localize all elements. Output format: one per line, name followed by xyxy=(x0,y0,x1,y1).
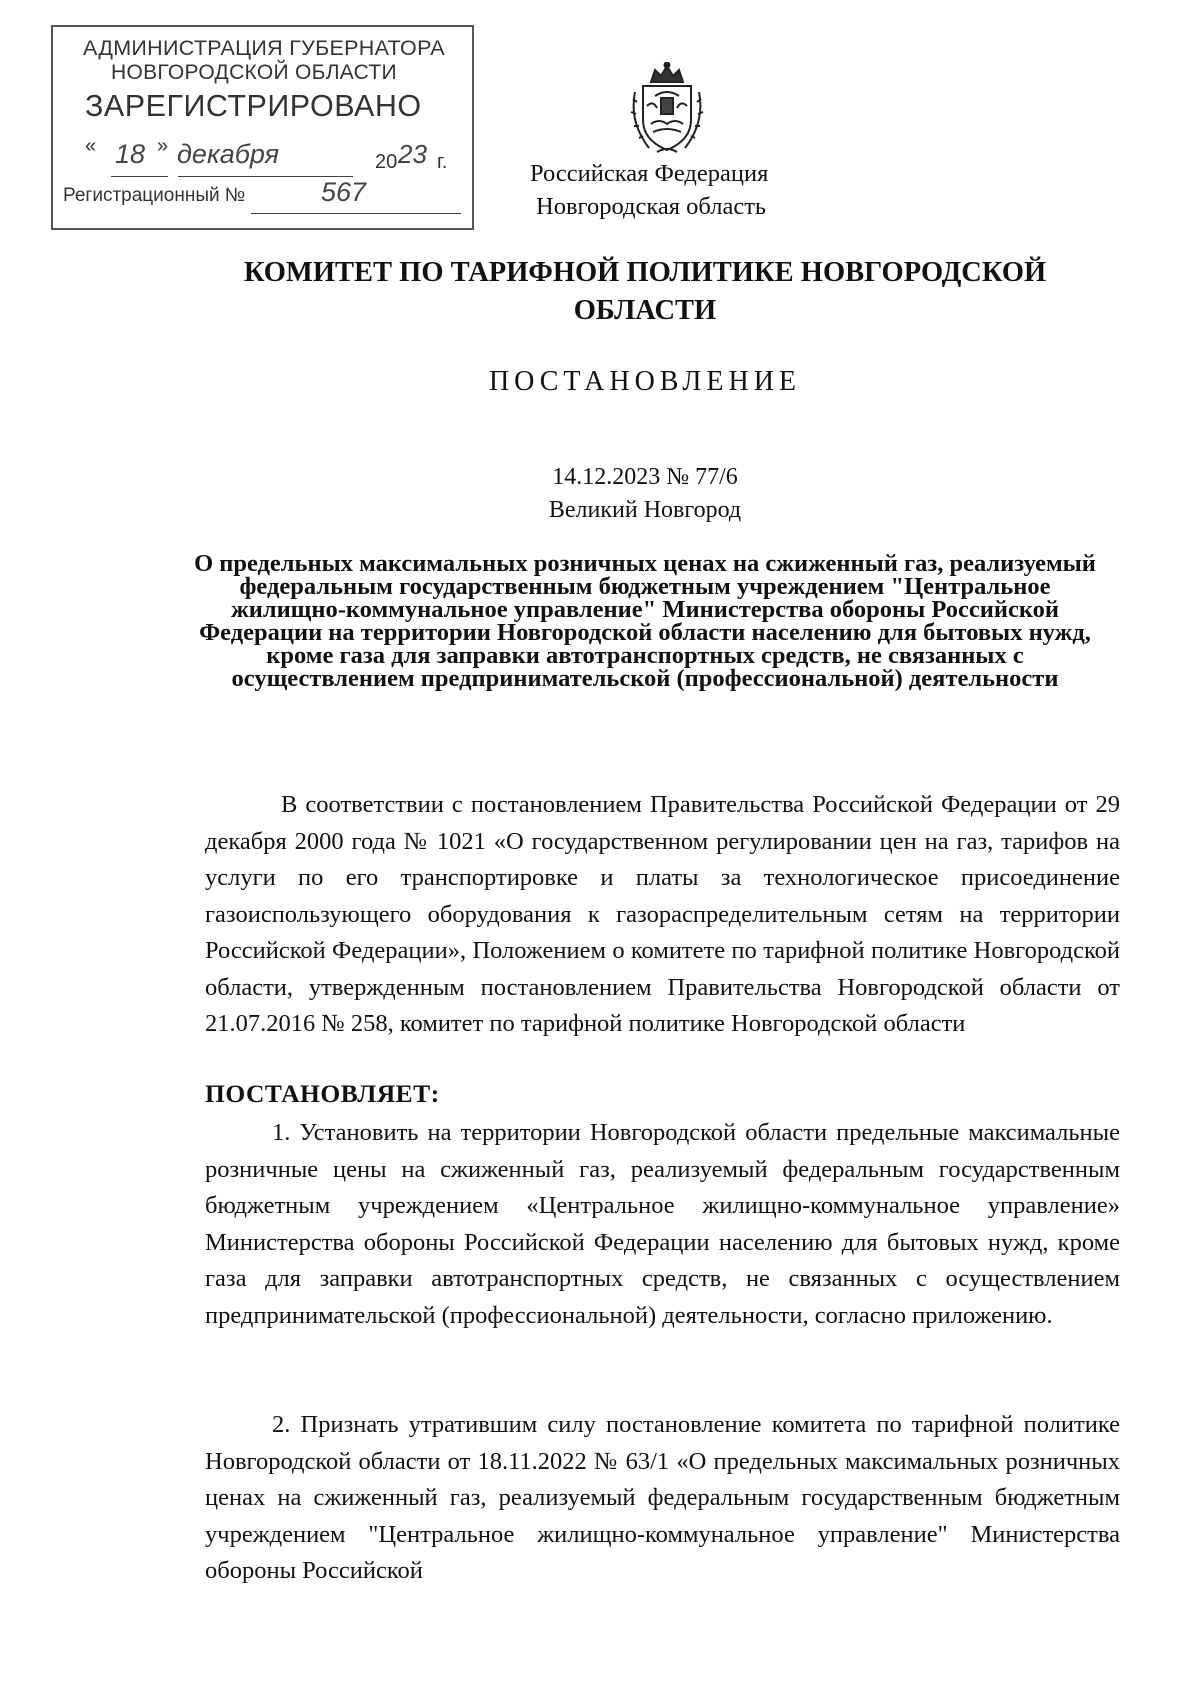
stamp-day-underline xyxy=(111,176,168,177)
item-1-paragraph: 1. Установить на территории Новгородской области предельные максимальные розничные цены на сжиженный газ, реализуемый федеральным государственным бюджетным учреждением «Центральное жилищно-коммунальное управление» Министерства обороны Российской Федерации населению для бытовых нужд, кроме газа для заправки автотранспортных средств, не связанных с осуществлением предпринимательской (профессиональной) деятельности, согласно приложению. xyxy=(205,1119,1120,1329)
decree-word: ПОСТАНОВЛЯЕТ: xyxy=(205,1079,440,1108)
stamp-authority-line1: АДМИНИСТРАЦИЯ ГУБЕРНАТОРА xyxy=(83,36,445,60)
stamp-quote-open: « xyxy=(85,135,97,157)
stamp-reg-underline xyxy=(251,213,461,214)
stamp-quote-close: » xyxy=(157,135,169,157)
item-2-paragraph: 2. Признать утратившим силу постановление комитета по тарифной политике Новгородской области от 18.11.2022 № 63/1 «О предельных максимальных розничных ценах на сжиженный газ, реализуемый федеральным государственным бюджетным учреждением "Центральное жилищно-коммунальное управление" Министерства обороны Российской xyxy=(205,1411,1120,1584)
committee-heading: КОМИТЕТ ПО ТАРИФНОЙ ПОЛИТИКЕ НОВГОРОДСКОЙ ОБЛАСТИ xyxy=(243,257,1047,326)
stamp-month: декабря xyxy=(177,139,280,169)
coat-of-arms-icon xyxy=(627,62,707,157)
registration-stamp xyxy=(51,25,474,230)
stamp-year-unit: г. xyxy=(437,151,448,173)
stamp-day: 18 xyxy=(115,139,146,169)
region-name: Новгородская область xyxy=(536,193,767,220)
preamble-paragraph: В соответствии с постановлением Правительства Российской Федерации от 29 декабря 2000 года № 1021 «О государственном регулировании цен на газ, тарифов на услуги по его транспортировке и платы за технологическое присоединение газоиспользующего оборудования к газораспределительным сетям на территории Российской Федерации», Положением о комитете по тарифной политике Новгородской области, утвержденным постановлением Правительства Новгородской области от 21.07.2016 № 258, комитет по тарифной политике Новгородской области xyxy=(205,791,1120,1037)
stamp-reg-number: 567 xyxy=(321,177,367,207)
stamp-reg-number-label: Регистрационный № xyxy=(63,185,246,206)
document-date-number: 14.12.2023 № 77/6 xyxy=(552,464,738,490)
document-city: Великий Новгород xyxy=(548,497,742,523)
document-type: ПОСТАНОВЛЕНИЕ xyxy=(488,366,802,397)
stamp-authority-line2: НОВГОРОДСКОЙ ОБЛАСТИ xyxy=(111,61,397,84)
stamp-registered-label: ЗАРЕГИСТРИРОВАНО xyxy=(85,89,422,123)
stamp-year-suffix: 23 xyxy=(398,139,427,169)
document-title: О предельных максимальных розничных ценах на сжиженный газ, реализуемый федеральным государственным бюджетным учреждением "Центральное жилищно-коммунальное управление" Министерства обороны Российской Федерации на территории Новгородской области населению для бытовых нужд, кроме газа для заправки автотранспортных средств, не связанных с осуществлением предпринимательской (профессиональной) деятельности xyxy=(194,550,1096,692)
stamp-year-prefix: 20 xyxy=(375,151,398,173)
country-name: Российская Федерация xyxy=(530,160,769,187)
